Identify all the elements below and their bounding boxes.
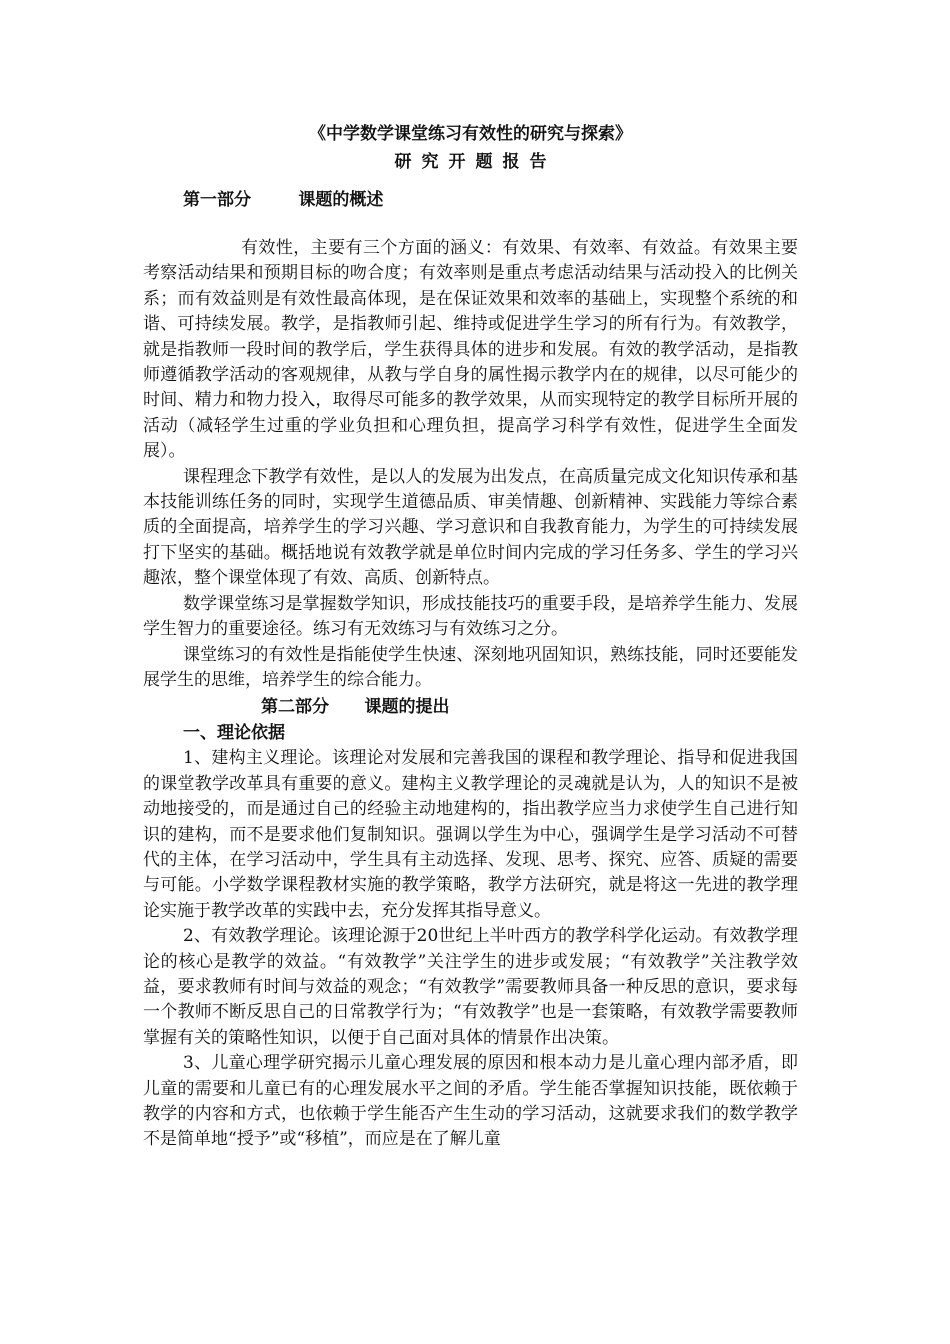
document-subtitle: 研究开题报告 [394,152,557,172]
paragraph: 3、儿童心理学研究揭示儿童心理发展的原因和根本动力是儿童心理内部矛盾，即儿童的需要和儿童已有的心理发展水平之间的矛盾。学生能否掌握知识技能，既依赖于教学的内容和方式，也依赖于学生能否产生生动的学习活动，这就要求我们的数学教学不是简单地“授予”或“移植”，而应是在了解儿童 [143,1053,798,1150]
part2-body [143,746,798,1153]
paragraph: 课堂练习的有效性是指能使学生快速、深刻地巩固知识，熟练技能，同时还要能发展学生的思维，培养学生的综合能力。 [143,644,798,690]
part1-heading: 第一部分 课题的概述 [183,190,384,210]
document-page [143,120,798,1153]
paragraph: 有效性，主要有三个方面的涵义：有效果、有效率、有效益。有效果主要考察活动结果和预期目标的吻合度；有效率则是重点考虑活动结果与活动投入的比例关系；而有效益则是有效性最高体现，是在保证效果和效率的基础上，实现整个系统的和谐、可持续发展。教学，是指教师引起、维持或促进学生学习的所有行为。有效教学，就是指教师一段时间的教学后，学生获得具体的进步和发展。有效的教学活动，是指教师遵循教学活动的客观规律，从教与学自身的属性揭示教学内在的规律，以尽可能少的时间、精力和物力投入，取得尽可能多的教学效果，从而实现特定的教学目标所开展的活动（减轻学生过重的学业负担和心理负担，提高学习科学有效性，促进学生全面发展）。 [143,238,798,462]
section1-heading: 一、理论依据 [183,723,285,744]
part1-body [143,236,798,693]
document-title: 《中学数学课堂练习有效性的研究与探索》 [309,124,632,144]
paragraph: 1、建构主义理论。该理论对发展和完善我国的课程和教学理论、指导和促进我国的课堂教学改革具有重要的意义。建构主义教学理论的灵魂就是认为，人的知识不是被动地接受的，而是通过自己的经验主动地建构的，指出教学应当力求使学生自己进行知识的建构，而不是要求他们复制知识。强调以学生为中心，强调学生是学习活动不可替代的主体，在学习活动中，学生具有主动选择、发现、思考、探究、应答、质疑的需要与可能。小学数学课程教材实施的教学策略，教学方法研究，就是将这一先进的教学理论实施于教学改革的实践中去，充分发挥其指导意义。 [143,748,798,921]
part2-heading: 第二部分 课题的提出 [261,697,450,718]
paragraph: 数学课堂练习是掌握数学知识，形成技能技巧的重要手段，是培养学生能力、发展学生智力的重要途径。练习有无效练习与有效练习之分。 [143,593,798,640]
spacer [143,214,798,236]
paragraph: 2、有效教学理论。该理论源于20世纪上半叶西方的教学科学化运动。有效教学理论的核心是教学的效益。“有效教学”关注学生的进步或发展；“有效教学”关注教学效益，要求教师有时间与效益的观念；“有效教学”需要教师具备一种反思的意识，要求每一个教师不断反思自己的日常教学行为；“有效教学”也是一套策略，有效教学需要教师掌握有关的策略性知识，以便于自己面对具体的情景作出决策。 [143,926,798,1048]
paragraph: 课程理念下教学有效性，是以人的发展为出发点，在高质量完成文化知识传承和基本技能训练任务的同时，实现学生道德品质、审美情趣、创新精神、实践能力等综合素质的全面提高，培养学生的学习兴趣、学习意识和自我教育能力，为学生的可持续发展打下坚实的基础。概括地说有效教学就是单位时间内完成的学习任务多、学生的学习兴趣浓，整个课堂体现了有效、高质、创新特点。 [143,466,798,589]
